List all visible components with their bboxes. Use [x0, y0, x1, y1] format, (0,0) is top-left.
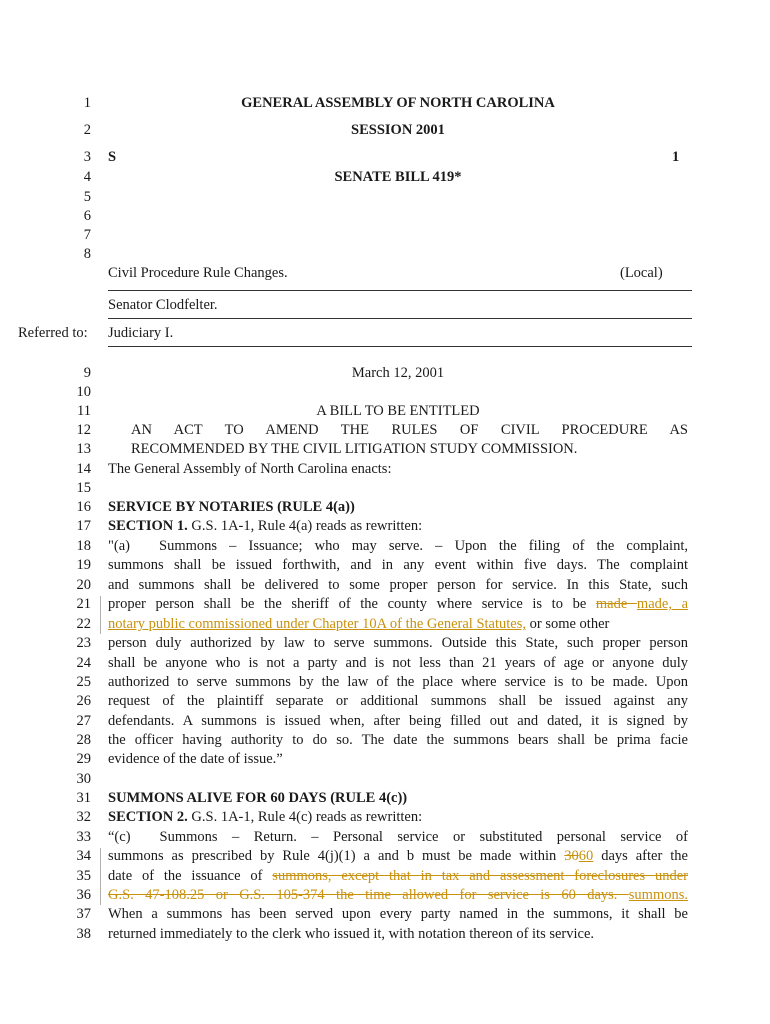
line-number: 13 — [76, 441, 91, 457]
line-number: 21 — [76, 596, 91, 612]
line-number: 4 — [83, 169, 91, 185]
section-label: SECTION 1. — [108, 518, 188, 534]
line-number: 33 — [76, 829, 91, 845]
deleted-text: 30 — [564, 848, 579, 864]
text-line: request of the plaintiff separate or additional summons shall be issued against any — [108, 693, 688, 709]
deleted-text: made — [595, 596, 637, 612]
session-heading: SESSION 2001 — [351, 122, 445, 138]
text-line: and summons shall be delivered to some proper person for service. In this State, such — [108, 577, 688, 593]
act-title-line: AN ACT TO AMEND THE RULES OF CIVIL PROCEDURE AS — [131, 422, 688, 438]
line-number: 32 — [76, 809, 91, 825]
line-number: 14 — [76, 461, 91, 477]
bill-number: SENATE BILL 419* — [334, 169, 462, 185]
line-number: 24 — [76, 655, 91, 671]
text-line: the officer having authority to do so. The date the summons bears shall be prima facie — [108, 732, 688, 748]
line-number: 15 — [76, 480, 91, 496]
line-number: 12 — [76, 422, 91, 438]
line-number: 20 — [76, 577, 91, 593]
line-number: 35 — [76, 868, 91, 884]
text-line: defendants. A summons is issued when, after being filled out and dated, it is signed by — [108, 713, 688, 729]
inserted-text: summons. — [628, 887, 688, 903]
referred-committee: Judiciary I. — [108, 325, 174, 341]
chamber-code: S — [108, 149, 117, 165]
line-number: 10 — [76, 384, 91, 400]
section-label: SECTION 2. — [108, 809, 188, 825]
text-line: summons shall be issued forthwith, and in any event within five days. The complaint — [108, 557, 688, 573]
inserted-text: made, a — [636, 596, 688, 612]
inserted-text: notary public commissioned under Chapter 10A of the General Statutes, — [108, 616, 526, 632]
referred-label: Referred to: — [18, 325, 88, 341]
bill-caption: A BILL TO BE ENTITLED — [316, 403, 480, 419]
line-number: 37 — [76, 906, 91, 922]
line-number: 25 — [76, 674, 91, 690]
text-line — [108, 868, 688, 885]
line-number: 28 — [76, 732, 91, 748]
line-number: 22 — [76, 616, 91, 632]
text-line — [108, 596, 688, 613]
section-intro-text: G.S. 1A-1, Rule 4(a) reads as rewritten: — [191, 518, 423, 534]
inserted-text: 60 — [578, 848, 594, 864]
text-line: person duly authorized by law to serve summons. Outside this State, such proper person — [108, 635, 688, 651]
deleted-text: G.S. 47-108.25 or G.S. 105-374 the time allowed for service is 60 days. — [108, 887, 629, 903]
line-number: 23 — [76, 635, 91, 651]
line-number: 5 — [83, 189, 91, 205]
text-line: evidence of the date of issue.” — [108, 751, 283, 767]
section-intro-text: G.S. 1A-1, Rule 4(c) reads as rewritten: — [191, 809, 423, 825]
section-heading: SUMMONS ALIVE FOR 60 DAYS (RULE 4(c)) — [108, 790, 408, 806]
deleted-text: summons, except that in tax and assessment foreclosures under — [272, 868, 688, 884]
text-segment: proper person shall be the sheriff of the county where service is to be — [108, 596, 596, 612]
text-segment: date of the issuance of — [108, 868, 273, 884]
line-number: 1 — [83, 95, 91, 111]
line-number: 3 — [83, 149, 91, 165]
sponsor: Senator Clodfelter. — [108, 297, 218, 313]
text-line: “(c) Summons – Return. – Personal service or substituted personal service of — [108, 829, 688, 845]
line-number: 30 — [76, 771, 91, 787]
divider — [108, 346, 692, 347]
line-number: 36 — [76, 887, 91, 903]
divider — [108, 290, 692, 291]
text-line: returned immediately to the clerk who issued it, with notation thereon of its service. — [108, 926, 595, 942]
text-line: When a summons has been served upon every party named in the summons, it shall be — [108, 906, 688, 922]
text-segment: summons as prescribed by Rule 4(j)(1) a and b must be made within — [108, 848, 565, 864]
line-number: 7 — [83, 227, 91, 243]
text-line — [108, 616, 688, 633]
text-line — [108, 848, 688, 865]
page-number: 1 — [672, 149, 680, 165]
line-number: 11 — [77, 403, 91, 419]
short-title: Civil Procedure Rule Changes. — [108, 265, 288, 281]
text-line — [108, 887, 688, 904]
line-number: 9 — [83, 365, 91, 381]
line-number: 34 — [76, 848, 91, 864]
line-number: 8 — [83, 246, 91, 262]
bill-date: March 12, 2001 — [351, 365, 445, 381]
bill-category: (Local) — [620, 265, 663, 281]
line-number: 26 — [76, 693, 91, 709]
change-bar — [100, 596, 101, 634]
line-number: 2 — [83, 122, 91, 138]
divider — [108, 318, 692, 319]
line-number: 19 — [76, 557, 91, 573]
text-line: shall be anyone who is not a party and is not less than 21 years of age or anyone duly — [108, 655, 688, 671]
section-heading: SERVICE BY NOTARIES (RULE 4(a)) — [108, 499, 355, 515]
act-title-line: RECOMMENDED BY THE CIVIL LITIGATION STUDY COMMISSION. — [131, 441, 578, 457]
line-number: 18 — [76, 538, 91, 554]
line-number: 38 — [76, 926, 91, 942]
line-number: 27 — [76, 713, 91, 729]
line-number: 6 — [83, 208, 91, 224]
text-line: "(a) Summons – Issuance; who may serve. – Upon the filing of the complaint, — [108, 538, 688, 554]
line-number: 31 — [76, 790, 91, 806]
line-number: 17 — [76, 518, 91, 534]
assembly-heading: GENERAL ASSEMBLY OF NORTH CAROLINA — [241, 95, 555, 111]
text-segment: or some other — [526, 616, 610, 632]
line-number: 16 — [76, 499, 91, 515]
text-line: authorized to serve summons by the law of the place where service is to be made. Upon — [108, 674, 688, 690]
enacting-clause: The General Assembly of North Carolina enacts: — [108, 461, 392, 477]
section-intro — [108, 518, 688, 535]
text-segment: days after the — [593, 848, 688, 864]
change-bar — [100, 848, 101, 905]
section-intro — [108, 809, 688, 826]
line-number: 29 — [76, 751, 91, 767]
